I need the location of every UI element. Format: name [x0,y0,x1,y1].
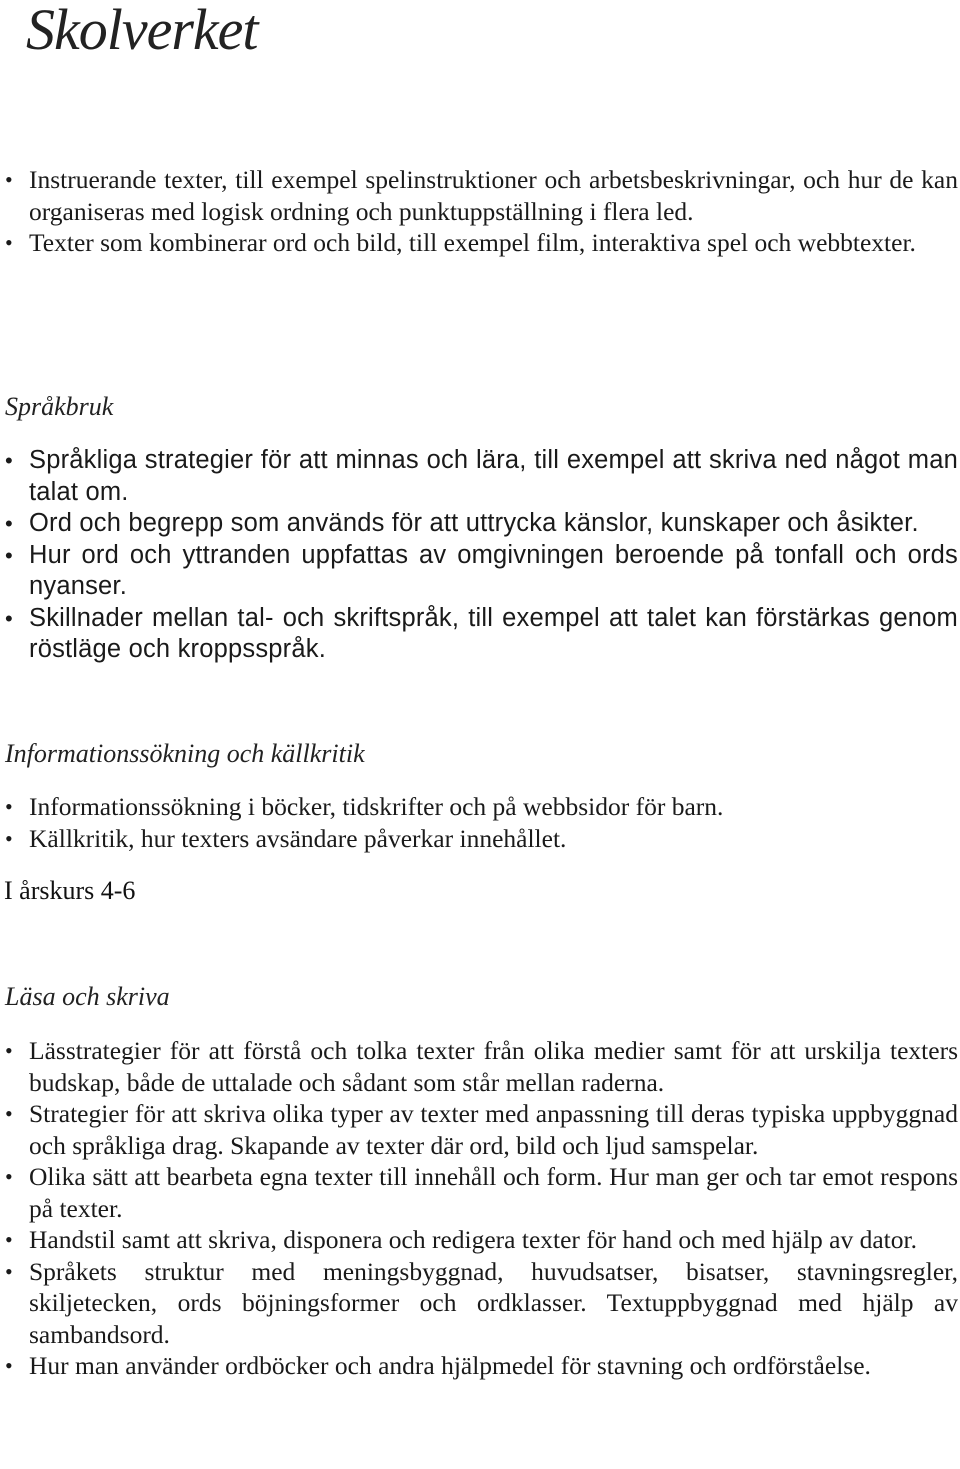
bullet-icon: • [5,230,13,255]
section-heading-sprakbruk: Språkbruk [5,392,114,421]
list-item: • Hur man använder ordböcker och andra hjälpmedel för stavning och ordförståelse. [5,1351,871,1380]
lasa-och-skriva-bullet-list [0,1035,960,1382]
bullet-icon: • [5,1227,13,1252]
bullet-icon: • [5,1258,13,1284]
top-bullet-list [0,164,960,259]
bullet-icon: • [5,1164,13,1189]
bullet-icon: • [5,825,13,851]
list-item: • Informationssökning i böcker, tidskrifter och på webbsidor för barn. [5,792,724,821]
section-heading-lasa-och-skriva: Läsa och skriva [5,982,170,1011]
bullet-icon: • [5,542,13,568]
information-bullet-list [0,791,960,854]
bullet-icon: • [5,448,13,473]
list-item: • Handstil samt att skriva, disponera och redigera texter för hand och med hjälp av dator. [5,1225,917,1254]
list-item: • Källkritik, hur texters avsändare påverkar innehållet. [5,823,567,853]
bullet-icon: • [5,511,13,536]
bullet-icon: • [5,1101,13,1126]
list-item: • Strategier för att skriva olika typer av texter med anpassning till deras typiska uppbyggnad och språkliga drag. Skapande av texter där ord, bild och ljud samspelar. [5,1099,958,1160]
list-item: • Språkliga strategier för att minnas och lära, till exempel att skriva ned något man talat om. [5,446,958,506]
list-item: • Lässtrategier för att förstå och tolka texter från olika medier samt för att urskilja texters budskap, både de uttalade och sådant som står mellan raderna. [5,1036,958,1097]
list-item: • Hur ord och yttranden uppfattas av omgivningen beroende på tonfall och ords nyanser. [5,540,958,600]
section-heading-informationssokning: Informationssökning och källkritik [5,739,365,768]
grade-heading: I årskurs 4-6 [4,876,136,905]
bullet-icon: • [5,794,13,819]
list-item: • Språkets struktur med meningsbyggnad, huvudsatser, bisatser, stavningsregler, skiljetecken, ords böjningsformer och ordklasser. Textuppbyggnad med hjälp av sambandsord. [5,1256,958,1349]
skolverket-logo: Skolverket [26,0,258,62]
list-item: • Olika sätt att bearbeta egna texter till innehåll och form. Hur man ger och tar emot respons på texter. [5,1162,958,1223]
list-item: • Ord och begrepp som används för att uttrycka känslor, kunskaper och åsikter. [0,508,960,540]
bullet-icon: • [5,605,13,631]
bullet-icon: • [5,167,13,192]
bullet-icon: • [5,1353,13,1378]
bullet-icon: • [5,1038,13,1063]
sprakbruk-bullet-list [0,445,960,666]
list-item: • Instruerande texter, till exempel spelinstruktioner och arbetsbeskrivningar, och hur de kan organiseras med logisk ordning och punktuppställning i flera led. [5,165,958,226]
list-item: • Texter som kombinerar ord och bild, till exempel film, interaktiva spel och webbtexter. [5,228,916,257]
list-item: • Skillnader mellan tal- och skriftspråk, till exempel att talet kan förstärkas genom röstläge och kroppsspråk. [5,603,958,663]
